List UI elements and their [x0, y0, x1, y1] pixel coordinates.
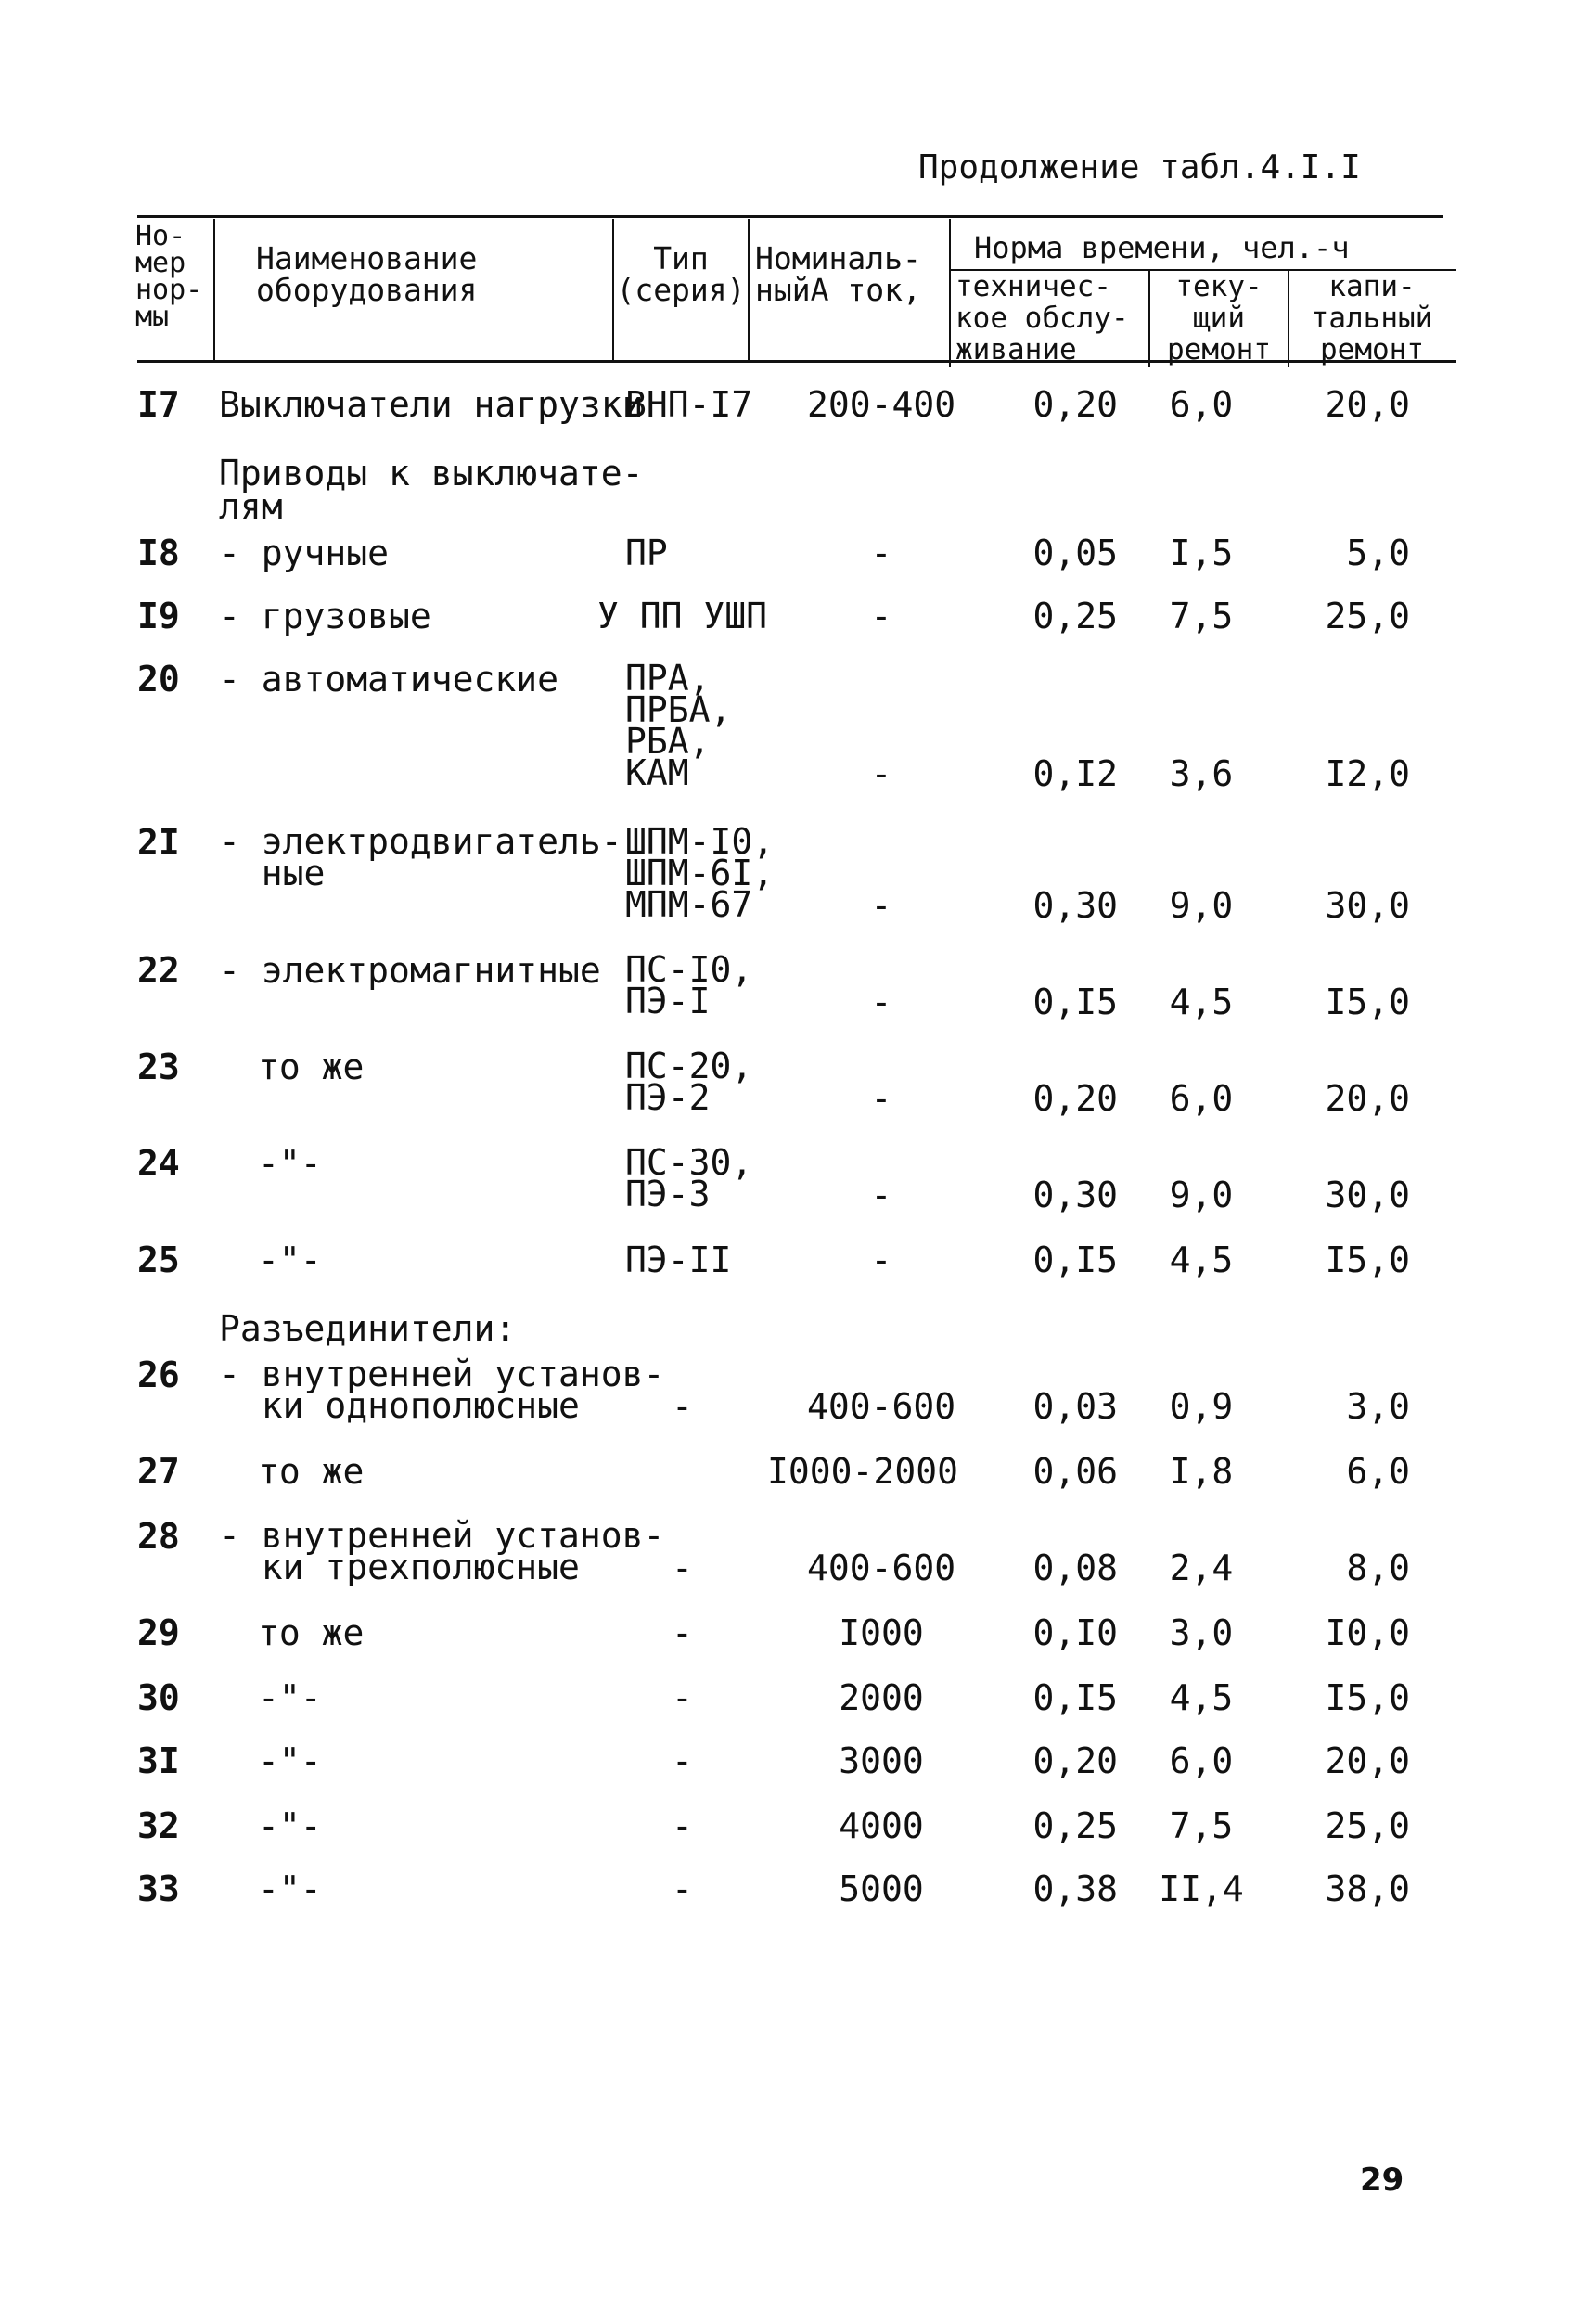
row-current: - — [870, 1175, 892, 1215]
row-maintenance: 0,03 — [1032, 1386, 1118, 1427]
column-divider-4 — [949, 219, 951, 367]
row-number: 32 — [137, 1805, 180, 1846]
row-type: - — [672, 1805, 693, 1846]
row-name: - внутренней установ- ки однополюсные — [219, 1354, 665, 1426]
row-type: - — [672, 1740, 693, 1781]
row-current: 3000 — [839, 1740, 924, 1781]
row-maintenance: 0,I5 — [1032, 1677, 1118, 1718]
row-name: -"- — [258, 1239, 322, 1280]
page-number: 29 — [1360, 2162, 1404, 2199]
row-name: -"- — [258, 1805, 322, 1846]
row-current-repair: 3,6 — [1169, 753, 1234, 794]
row-type: - — [672, 1386, 693, 1427]
row-type: ПЭ-II — [625, 1239, 732, 1280]
row-capital-repair: 20,0 — [1325, 1078, 1410, 1119]
row-current: I000 — [839, 1612, 924, 1653]
row-current-repair: 6,0 — [1169, 384, 1234, 425]
row-current: 400-600 — [807, 1386, 956, 1427]
row-maintenance: 0,05 — [1032, 533, 1118, 573]
row-name: - автоматические — [219, 659, 559, 700]
row-capital-repair: 30,0 — [1325, 885, 1410, 926]
row-current-repair: II,4 — [1159, 1868, 1244, 1909]
row-current-repair: I,5 — [1169, 533, 1234, 573]
row-number: 33 — [137, 1868, 180, 1909]
row-capital-repair: I5,0 — [1325, 982, 1410, 1022]
row-number: I9 — [137, 596, 180, 636]
row-maintenance: 0,I5 — [1032, 982, 1118, 1022]
row-type: У ПП УШП — [597, 596, 768, 636]
row-maintenance: 0,I0 — [1032, 1612, 1118, 1653]
row-maintenance: 0,I5 — [1032, 1239, 1118, 1280]
row-maintenance: 0,30 — [1032, 1175, 1118, 1215]
row-capital-repair: 20,0 — [1325, 1740, 1410, 1781]
row-type: - — [672, 1677, 693, 1718]
row-current-repair: 4,5 — [1169, 1239, 1234, 1280]
row-maintenance: 0,I2 — [1032, 753, 1118, 794]
header-type: Тип (серия) — [616, 240, 746, 308]
row-number: I8 — [137, 533, 180, 573]
section-heading-disconnectors: Разъединители: — [219, 1308, 517, 1349]
row-number: 30 — [137, 1677, 180, 1718]
row-number: 2I — [137, 822, 180, 863]
row-current-repair: 7,5 — [1169, 596, 1234, 636]
row-current: 4000 — [839, 1805, 924, 1846]
header-current: Номиналь- ныйА ток, — [755, 240, 921, 308]
row-name: то же — [258, 1046, 365, 1087]
column-divider-3 — [748, 219, 750, 360]
row-number: 24 — [137, 1143, 180, 1184]
row-number: 26 — [137, 1355, 180, 1395]
row-current-repair: 7,5 — [1169, 1805, 1234, 1846]
row-current: 5000 — [839, 1868, 924, 1909]
row-capital-repair: 30,0 — [1325, 1175, 1410, 1215]
row-capital-repair: 20,0 — [1325, 384, 1410, 425]
row-capital-repair: 3,0 — [1346, 1386, 1410, 1427]
row-name: - грузовые — [219, 596, 431, 636]
row-number: 25 — [137, 1239, 180, 1280]
row-number: 3I — [137, 1740, 180, 1781]
row-type: ПРА, ПРБА, РБА, КАМ — [625, 658, 732, 793]
row-current-repair: 6,0 — [1169, 1740, 1234, 1781]
row-current-repair: 4,5 — [1169, 1677, 1234, 1718]
row-current-repair: 6,0 — [1169, 1078, 1234, 1119]
row-type: ШПМ-I0, ШПМ-6I, МПМ-67 — [625, 821, 775, 925]
row-name: то же — [258, 1451, 365, 1492]
row-type: ПР — [625, 533, 668, 573]
row-current: - — [870, 596, 892, 636]
row-capital-repair: 8,0 — [1346, 1547, 1410, 1588]
row-capital-repair: 38,0 — [1325, 1868, 1410, 1909]
row-current-repair: 4,5 — [1169, 982, 1234, 1022]
row-type: - — [672, 1547, 693, 1588]
column-divider-2 — [612, 219, 614, 360]
row-name: Выключатели нагрузки — [219, 384, 644, 425]
row-number: 29 — [137, 1612, 180, 1653]
row-type: - — [672, 1868, 693, 1909]
row-number: 22 — [137, 950, 180, 991]
row-number: 28 — [137, 1516, 180, 1557]
header-norm-group: Норма времени, чел.-ч — [974, 230, 1350, 265]
row-type: - — [672, 1612, 693, 1653]
row-maintenance: 0,20 — [1032, 1740, 1118, 1781]
row-number: 27 — [137, 1451, 180, 1492]
row-current: - — [870, 982, 892, 1022]
row-current-repair: 9,0 — [1169, 1175, 1234, 1215]
row-number: I7 — [137, 384, 180, 425]
row-capital-repair: I0,0 — [1325, 1612, 1410, 1653]
row-capital-repair: 6,0 — [1346, 1451, 1410, 1492]
row-maintenance: 0,20 — [1032, 1078, 1118, 1119]
header-number: Но- мер нор- мы — [135, 220, 203, 333]
row-name: - внутренней установ- ки трехполюсные — [219, 1515, 665, 1587]
row-number: 20 — [137, 659, 180, 700]
row-maintenance: 0,25 — [1032, 596, 1118, 636]
row-current-repair: 9,0 — [1169, 885, 1234, 926]
row-current: - — [870, 885, 892, 926]
row-maintenance: 0,38 — [1032, 1868, 1118, 1909]
header-maintenance: техничес- кое обслу- живание — [955, 270, 1129, 366]
column-divider-6 — [1288, 271, 1289, 367]
row-name: -"- — [258, 1740, 322, 1781]
row-current: 400-600 — [807, 1547, 956, 1588]
header-name: Наименование оборудования — [256, 240, 478, 308]
row-capital-repair: I5,0 — [1325, 1239, 1410, 1280]
row-current: 2000 — [839, 1677, 924, 1718]
section-heading-drives: Приводы к выключате- лям — [219, 453, 644, 527]
table-top-rule — [137, 215, 1443, 218]
row-current: - — [870, 533, 892, 573]
row-current: I000-2000 — [767, 1451, 958, 1492]
row-name: - электродвигатель- ные — [219, 821, 622, 893]
row-current-repair: 3,0 — [1169, 1612, 1234, 1653]
row-current-repair: 0,9 — [1169, 1386, 1234, 1427]
row-capital-repair: 25,0 — [1325, 1805, 1410, 1846]
row-capital-repair: 25,0 — [1325, 596, 1410, 636]
row-current-repair: I,8 — [1169, 1451, 1234, 1492]
row-type: ПС-I0, ПЭ-I — [625, 949, 753, 1021]
row-name: -"- — [258, 1143, 322, 1184]
row-maintenance: 0,30 — [1032, 885, 1118, 926]
row-maintenance: 0,25 — [1032, 1805, 1118, 1846]
column-divider-5 — [1148, 271, 1150, 367]
row-maintenance: 0,06 — [1032, 1451, 1118, 1492]
row-current: 200-400 — [807, 384, 956, 425]
row-capital-repair: I2,0 — [1325, 753, 1410, 794]
row-type: ПС-30, ПЭ-3 — [625, 1142, 753, 1214]
header-current-repair: теку- щий ремонт — [1167, 270, 1271, 366]
row-name: -"- — [258, 1677, 322, 1718]
row-maintenance: 0,08 — [1032, 1547, 1118, 1588]
row-capital-repair: I5,0 — [1325, 1677, 1410, 1718]
column-divider-1 — [213, 219, 215, 360]
row-current: - — [870, 1239, 892, 1280]
row-type: ВНП-I7 — [625, 384, 753, 425]
header-capital-repair: капи- тальный ремонт — [1311, 270, 1433, 366]
row-name: - электромагнитные — [219, 950, 601, 991]
row-current-repair: 2,4 — [1169, 1547, 1234, 1588]
row-type: ПС-20, ПЭ-2 — [625, 1046, 753, 1118]
row-current: - — [870, 1078, 892, 1119]
row-name: то же — [258, 1612, 365, 1653]
row-name: - ручные — [219, 533, 390, 573]
row-number: 23 — [137, 1046, 180, 1087]
row-capital-repair: 5,0 — [1346, 533, 1410, 573]
row-current: - — [870, 753, 892, 794]
row-maintenance: 0,20 — [1032, 384, 1118, 425]
table-caption: Продолжение табл.4.I.I — [918, 148, 1361, 186]
row-name: -"- — [258, 1868, 322, 1909]
